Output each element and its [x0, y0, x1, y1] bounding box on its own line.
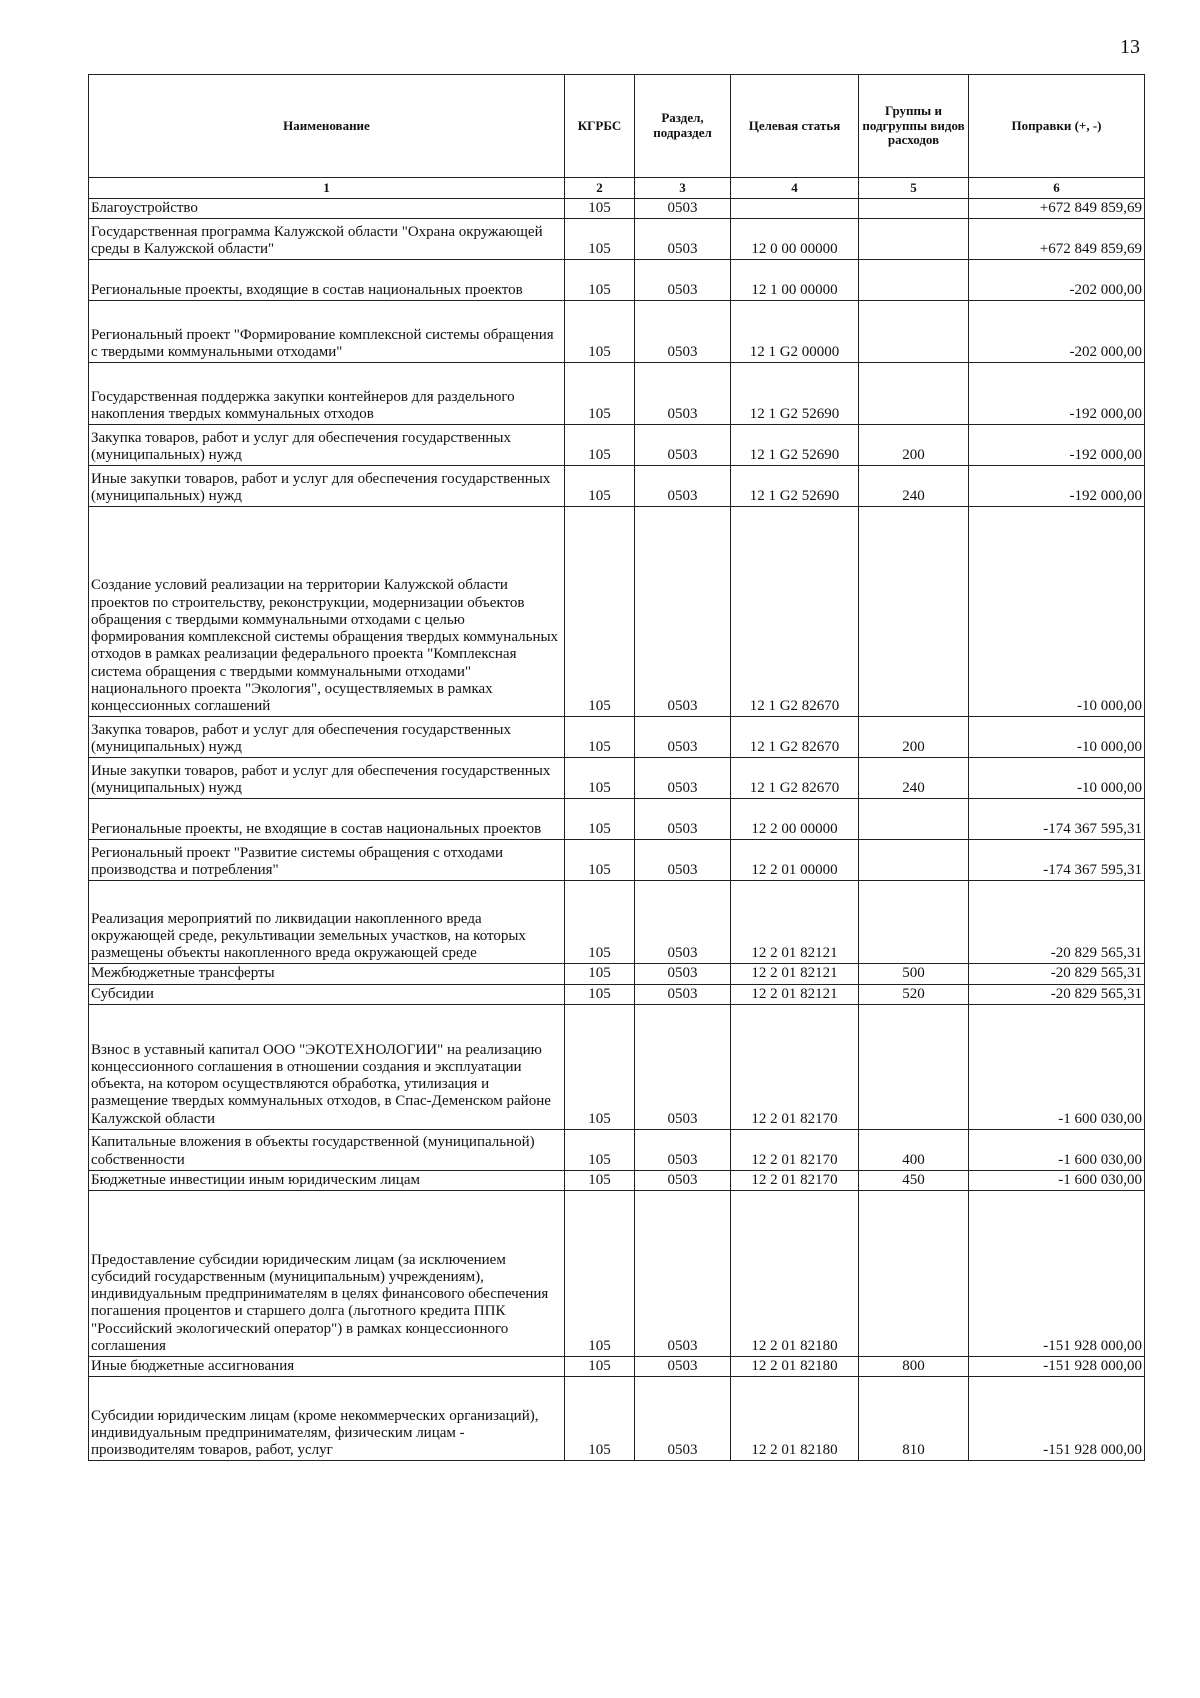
row-expense-group — [859, 301, 969, 363]
col-number: 5 — [859, 178, 969, 199]
row-amount: -192 000,00 — [969, 466, 1145, 507]
table-row — [89, 964, 1145, 984]
row-amount: -151 928 000,00 — [969, 1377, 1145, 1461]
row-name: Государственная поддержка закупки контейнеров для раздельного накопления твердых коммунальных отходов — [89, 363, 565, 425]
row-amount: -1 600 030,00 — [969, 1004, 1145, 1129]
row-kgrbs: 105 — [565, 199, 635, 219]
header-expense-group: Группы и подгруппы видов расходов — [859, 75, 969, 178]
table-row — [89, 1170, 1145, 1190]
row-target-article — [731, 199, 859, 219]
row-name: Бюджетные инвестиции иным юридическим лицам — [89, 1170, 565, 1190]
header-target-article: Целевая статья — [731, 75, 859, 178]
row-razdel: 0503 — [635, 363, 731, 425]
table-row — [89, 758, 1145, 799]
table-row — [89, 425, 1145, 466]
row-razdel: 0503 — [635, 964, 731, 984]
row-expense-group: 400 — [859, 1129, 969, 1170]
row-target-article: 12 1 G2 82670 — [731, 717, 859, 758]
header-name: Наименование — [89, 75, 565, 178]
row-amount: +672 849 859,69 — [969, 219, 1145, 260]
row-amount: -174 367 595,31 — [969, 799, 1145, 840]
row-amount: -202 000,00 — [969, 301, 1145, 363]
row-razdel: 0503 — [635, 1357, 731, 1377]
row-razdel: 0503 — [635, 840, 731, 881]
row-razdel: 0503 — [635, 1377, 731, 1461]
table-row — [89, 219, 1145, 260]
row-expense-group — [859, 219, 969, 260]
row-expense-group: 800 — [859, 1357, 969, 1377]
row-name: Закупка товаров, работ и услуг для обеспечения государственных (муниципальных) нужд — [89, 425, 565, 466]
table-row — [89, 1004, 1145, 1129]
row-razdel: 0503 — [635, 799, 731, 840]
row-target-article: 12 1 G2 52690 — [731, 425, 859, 466]
row-name: Создание условий реализации на территории Калужской области проектов по строительству, реконструкции, модернизации объектов обращения с твердыми коммунальными отходами с целью формирования комплексной системы обращения твердых коммунальных отходов в рамках реализации федерального проекта "Комплексная система обращения с твердыми коммунальными отходами" национального проекта "Экология", осуществляемых в рамках концессионных соглашений — [89, 507, 565, 717]
row-razdel: 0503 — [635, 260, 731, 301]
row-target-article: 12 2 01 00000 — [731, 840, 859, 881]
row-razdel: 0503 — [635, 507, 731, 717]
row-target-article: 12 2 01 82121 — [731, 984, 859, 1004]
row-name: Субсидии юридическим лицам (кроме некоммерческих организаций), индивидуальным предпринимателям, физическим лицам - производителям товаров, работ, услуг — [89, 1377, 565, 1461]
table-row — [89, 363, 1145, 425]
table-row — [89, 1129, 1145, 1170]
row-expense-group: 200 — [859, 425, 969, 466]
row-amount: -20 829 565,31 — [969, 881, 1145, 964]
row-amount: -1 600 030,00 — [969, 1129, 1145, 1170]
row-expense-group — [859, 260, 969, 301]
row-name: Предоставление субсидии юридическим лицам (за исключением субсидий государственным (муниципальным) учреждениям), индивидуальным предпринимателям в целях финансового обеспечения погашения процентов и старшего долга (льготного кредита ППК "Российский экологический оператор") в рамках концессионного соглашения — [89, 1191, 565, 1357]
row-kgrbs: 105 — [565, 799, 635, 840]
row-razdel: 0503 — [635, 758, 731, 799]
row-target-article: 12 1 00 00000 — [731, 260, 859, 301]
row-target-article: 12 2 01 82170 — [731, 1170, 859, 1190]
row-expense-group: 200 — [859, 717, 969, 758]
table-body — [89, 199, 1145, 1461]
table-row — [89, 984, 1145, 1004]
row-name: Закупка товаров, работ и услуг для обеспечения государственных (муниципальных) нужд — [89, 717, 565, 758]
row-target-article: 12 2 01 82180 — [731, 1377, 859, 1461]
row-expense-group: 240 — [859, 466, 969, 507]
row-name: Межбюджетные трансферты — [89, 964, 565, 984]
row-name: Иные бюджетные ассигнования — [89, 1357, 565, 1377]
row-amount: -202 000,00 — [969, 260, 1145, 301]
row-razdel: 0503 — [635, 1004, 731, 1129]
col-number: 3 — [635, 178, 731, 199]
row-amount: -10 000,00 — [969, 717, 1145, 758]
table-row — [89, 717, 1145, 758]
row-expense-group: 810 — [859, 1377, 969, 1461]
table-row — [89, 1377, 1145, 1461]
col-number: 1 — [89, 178, 565, 199]
row-name: Региональные проекты, входящие в состав национальных проектов — [89, 260, 565, 301]
row-kgrbs: 105 — [565, 1357, 635, 1377]
row-expense-group — [859, 1004, 969, 1129]
row-expense-group — [859, 199, 969, 219]
row-amount: -192 000,00 — [969, 363, 1145, 425]
row-target-article: 12 2 00 00000 — [731, 799, 859, 840]
row-name: Региональный проект "Формирование комплексной системы обращения с твердыми коммунальными отходами" — [89, 301, 565, 363]
row-kgrbs: 105 — [565, 363, 635, 425]
row-razdel: 0503 — [635, 984, 731, 1004]
row-kgrbs: 105 — [565, 425, 635, 466]
row-target-article: 12 2 01 82170 — [731, 1129, 859, 1170]
row-amount: -151 928 000,00 — [969, 1191, 1145, 1357]
row-kgrbs: 105 — [565, 984, 635, 1004]
row-target-article: 12 0 00 00000 — [731, 219, 859, 260]
table-row — [89, 507, 1145, 717]
row-name: Иные закупки товаров, работ и услуг для обеспечения государственных (муниципальных) нужд — [89, 758, 565, 799]
row-target-article: 12 2 01 82180 — [731, 1357, 859, 1377]
row-target-article: 12 1 G2 82670 — [731, 507, 859, 717]
row-amount: -20 829 565,31 — [969, 964, 1145, 984]
col-number: 6 — [969, 178, 1145, 199]
row-amount: -151 928 000,00 — [969, 1357, 1145, 1377]
row-kgrbs: 105 — [565, 840, 635, 881]
page-number: 13 — [1120, 36, 1140, 58]
row-razdel: 0503 — [635, 1129, 731, 1170]
row-expense-group — [859, 363, 969, 425]
table-row — [89, 260, 1145, 301]
row-target-article: 12 2 01 82170 — [731, 1004, 859, 1129]
row-target-article: 12 2 01 82121 — [731, 881, 859, 964]
row-expense-group: 240 — [859, 758, 969, 799]
table-row — [89, 1357, 1145, 1377]
row-amount: -20 829 565,31 — [969, 984, 1145, 1004]
row-target-article: 12 1 G2 52690 — [731, 363, 859, 425]
header-kgrbs: КГРБС — [565, 75, 635, 178]
row-kgrbs: 105 — [565, 1191, 635, 1357]
row-expense-group — [859, 799, 969, 840]
header-razdel: Раздел, подраздел — [635, 75, 731, 178]
row-kgrbs: 105 — [565, 717, 635, 758]
row-expense-group — [859, 881, 969, 964]
row-kgrbs: 105 — [565, 301, 635, 363]
row-target-article: 12 2 01 82180 — [731, 1191, 859, 1357]
header-row — [89, 75, 1145, 178]
row-kgrbs: 105 — [565, 219, 635, 260]
row-amount: -10 000,00 — [969, 758, 1145, 799]
header-amendments: Поправки (+, -) — [969, 75, 1145, 178]
row-name: Благоустройство — [89, 199, 565, 219]
table-row — [89, 199, 1145, 219]
row-kgrbs: 105 — [565, 758, 635, 799]
row-kgrbs: 105 — [565, 260, 635, 301]
table-row — [89, 840, 1145, 881]
row-expense-group: 500 — [859, 964, 969, 984]
row-name: Государственная программа Калужской области "Охрана окружающей среды в Калужской области" — [89, 219, 565, 260]
row-razdel: 0503 — [635, 881, 731, 964]
row-kgrbs: 105 — [565, 881, 635, 964]
row-amount: -10 000,00 — [969, 507, 1145, 717]
row-razdel: 0503 — [635, 717, 731, 758]
row-razdel: 0503 — [635, 1170, 731, 1190]
row-target-article: 12 1 G2 52690 — [731, 466, 859, 507]
row-razdel: 0503 — [635, 1191, 731, 1357]
row-razdel: 0503 — [635, 425, 731, 466]
table-row — [89, 799, 1145, 840]
row-amount: -192 000,00 — [969, 425, 1145, 466]
row-expense-group — [859, 1191, 969, 1357]
row-kgrbs: 105 — [565, 507, 635, 717]
row-name: Региональные проекты, не входящие в состав национальных проектов — [89, 799, 565, 840]
row-expense-group — [859, 507, 969, 717]
row-razdel: 0503 — [635, 219, 731, 260]
row-target-article: 12 1 G2 82670 — [731, 758, 859, 799]
row-expense-group: 450 — [859, 1170, 969, 1190]
row-amount: -1 600 030,00 — [969, 1170, 1145, 1190]
col-number: 4 — [731, 178, 859, 199]
col-number: 2 — [565, 178, 635, 199]
row-name: Иные закупки товаров, работ и услуг для обеспечения государственных (муниципальных) нужд — [89, 466, 565, 507]
row-name: Субсидии — [89, 984, 565, 1004]
row-expense-group: 520 — [859, 984, 969, 1004]
row-razdel: 0503 — [635, 301, 731, 363]
row-amount: -174 367 595,31 — [969, 840, 1145, 881]
row-amount: +672 849 859,69 — [969, 199, 1145, 219]
row-name: Реализация мероприятий по ликвидации накопленного вреда окружающей среде, рекультивации земельных участков, на которых размещены объекты накопленного вреда окружающей среде — [89, 881, 565, 964]
row-expense-group — [859, 840, 969, 881]
row-name: Региональный проект "Развитие системы обращения с отходами производства и потребления" — [89, 840, 565, 881]
row-kgrbs: 105 — [565, 1129, 635, 1170]
row-kgrbs: 105 — [565, 466, 635, 507]
row-kgrbs: 105 — [565, 1170, 635, 1190]
table-row — [89, 301, 1145, 363]
table-row — [89, 466, 1145, 507]
column-number-row — [89, 178, 1145, 199]
budget-table — [88, 74, 1145, 1461]
row-target-article: 12 2 01 82121 — [731, 964, 859, 984]
table-row — [89, 1191, 1145, 1357]
table-row — [89, 881, 1145, 964]
row-kgrbs: 105 — [565, 1377, 635, 1461]
row-kgrbs: 105 — [565, 1004, 635, 1129]
row-target-article: 12 1 G2 00000 — [731, 301, 859, 363]
row-kgrbs: 105 — [565, 964, 635, 984]
row-razdel: 0503 — [635, 466, 731, 507]
row-name: Взнос в уставный капитал ООО "ЭКОТЕХНОЛОГИИ" на реализацию концессионного соглашения в отношении создания и эксплуатации объекта, на котором осуществляются обработка, утилизация и размещение твердых коммунальных отходов, в Спас-Деменском районе Калужской области — [89, 1004, 565, 1129]
row-razdel: 0503 — [635, 199, 731, 219]
row-name: Капитальные вложения в объекты государственной (муниципальной) собственности — [89, 1129, 565, 1170]
